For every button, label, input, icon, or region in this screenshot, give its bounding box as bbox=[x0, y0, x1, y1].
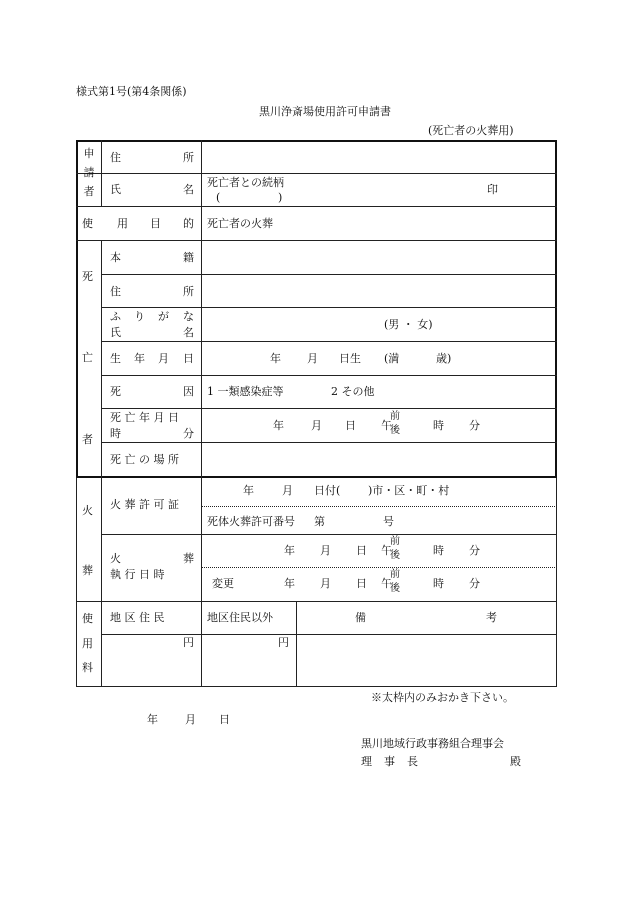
resident-yen: 円 bbox=[183, 636, 194, 649]
exec-am[interactable]: 前 bbox=[390, 536, 400, 547]
col-divider bbox=[201, 140, 202, 687]
exec-year-unit: 年 bbox=[284, 544, 295, 557]
death-place-label: 死 亡 の 場 所 bbox=[110, 453, 179, 466]
remarks-field[interactable] bbox=[297, 635, 555, 685]
death-datetime-label-2: 時 bbox=[110, 427, 121, 440]
footer-note: ※太枠内のみおかき下さい。 bbox=[371, 691, 514, 704]
change-minute-unit: 分 bbox=[469, 577, 480, 590]
birth-label-char: 日 bbox=[183, 352, 194, 365]
death-place-field[interactable] bbox=[202, 443, 555, 476]
nonresident-yen: 円 bbox=[278, 636, 289, 649]
birth-year-unit: 年 bbox=[270, 352, 281, 365]
change-day-unit: 日 bbox=[356, 577, 367, 590]
relation-paren-open: ( bbox=[216, 191, 221, 204]
permit-month-unit: 月 bbox=[282, 484, 293, 497]
deceased-address-label: 住 bbox=[110, 285, 121, 298]
exec-label-2: 葬 bbox=[183, 552, 194, 565]
fee-group-char: 使 bbox=[82, 612, 93, 625]
form-subtitle: (死亡者の火葬用) bbox=[428, 124, 514, 137]
furigana-char: ふ bbox=[110, 310, 121, 323]
purpose-label-char: 使 bbox=[82, 217, 93, 230]
row-divider bbox=[76, 206, 557, 207]
deceased-group-char: 死 bbox=[82, 270, 93, 283]
deceased-address-field[interactable] bbox=[202, 275, 555, 306]
row-divider bbox=[76, 173, 557, 174]
footer-date-day: 日 bbox=[219, 713, 230, 726]
birth-label-char: 年 bbox=[134, 352, 145, 365]
furigana-char: り bbox=[134, 310, 145, 323]
change-noon: 午 bbox=[381, 577, 392, 590]
furigana-char: が bbox=[158, 310, 169, 323]
form-number: 様式第1号(第4条関係) bbox=[76, 85, 187, 98]
deceased-group-char: 亡 bbox=[82, 351, 93, 364]
change-pm[interactable]: 後 bbox=[390, 583, 400, 594]
death-datetime-label-3: 分 bbox=[183, 427, 194, 440]
chair-title-char: 長 bbox=[407, 755, 418, 768]
deceased-name-field[interactable] bbox=[202, 308, 377, 340]
furigana-char: な bbox=[183, 310, 194, 323]
sex-choice[interactable]: (男 ・ 女) bbox=[384, 318, 433, 331]
purpose-label-char: 的 bbox=[183, 217, 194, 230]
nonresident-fee-label: 地区住民以外 bbox=[207, 611, 273, 624]
birth-day-unit: 日生 bbox=[339, 352, 361, 365]
seal-mark: 印 bbox=[487, 183, 498, 196]
death-datetime-label: 死 亡 年 月 日 bbox=[110, 411, 179, 424]
death-month-unit: 月 bbox=[311, 419, 322, 432]
applicant-name-label: 氏 bbox=[110, 183, 121, 196]
applicant-name-field[interactable] bbox=[300, 176, 480, 202]
change-month-unit: 月 bbox=[320, 577, 331, 590]
chair-title-char: 理 bbox=[361, 755, 372, 768]
applicant-address-field[interactable] bbox=[202, 141, 555, 172]
exec-noon: 午 bbox=[381, 544, 392, 557]
remarks-label-2: 考 bbox=[486, 611, 497, 624]
permit-number-label: 死体火葬許可番号 bbox=[207, 515, 295, 528]
birth-month-unit: 月 bbox=[307, 352, 318, 365]
death-noon: 午 bbox=[381, 419, 392, 432]
death-hour-unit: 時 bbox=[433, 419, 444, 432]
exec-label-3: 執 行 日 時 bbox=[110, 568, 165, 581]
permit-number-prefix: 第 bbox=[314, 515, 325, 528]
chair-title-char: 事 bbox=[384, 755, 395, 768]
fee-group-char: 用 bbox=[82, 637, 93, 650]
form-title: 黒川浄斎場使用許可申請書 bbox=[259, 105, 391, 118]
row-divider bbox=[76, 601, 557, 602]
cause-label: 死 bbox=[110, 385, 121, 398]
age-open: (満 bbox=[384, 352, 400, 365]
applicant-group-label: 申 請 者 bbox=[83, 147, 95, 198]
footer-date-month: 月 bbox=[185, 713, 196, 726]
cremation-group-char: 火 bbox=[82, 504, 93, 517]
purpose-value: 死亡者の火葬 bbox=[207, 217, 273, 230]
deceased-address-label-2: 所 bbox=[183, 285, 194, 298]
purpose-label-char: 用 bbox=[117, 217, 128, 230]
cause-option-2[interactable]: 2 その他 bbox=[331, 385, 375, 398]
col-divider bbox=[101, 240, 102, 687]
birth-label-char: 生 bbox=[110, 352, 121, 365]
death-year-unit: 年 bbox=[273, 419, 284, 432]
exec-hour-unit: 時 bbox=[433, 544, 444, 557]
row-divider-dotted bbox=[201, 567, 557, 568]
purpose-label-char: 目 bbox=[150, 217, 161, 230]
applicant-address-label-2: 所 bbox=[183, 151, 194, 164]
permit-number-suffix: 号 bbox=[383, 515, 394, 528]
death-minute-unit: 分 bbox=[469, 419, 480, 432]
row-divider bbox=[101, 408, 557, 409]
fee-group-char: 料 bbox=[82, 661, 93, 674]
domicile-label: 本 bbox=[110, 251, 121, 264]
applicant-name-label-2: 名 bbox=[183, 183, 194, 196]
domicile-label-2: 籍 bbox=[183, 251, 194, 264]
exec-pm[interactable]: 後 bbox=[390, 550, 400, 561]
honorific: 殿 bbox=[510, 755, 521, 768]
resident-fee-label: 地 区 住 民 bbox=[110, 611, 165, 624]
cremation-group-char: 葬 bbox=[82, 564, 93, 577]
death-am[interactable]: 前 bbox=[390, 411, 400, 422]
change-label: 変更 bbox=[212, 577, 234, 590]
cause-label-2: 因 bbox=[183, 385, 194, 398]
col-divider bbox=[101, 140, 102, 206]
change-am[interactable]: 前 bbox=[390, 569, 400, 580]
permit-year-unit: 年 bbox=[243, 484, 254, 497]
deceased-name-label: 氏 bbox=[110, 326, 121, 339]
row-divider bbox=[101, 375, 557, 376]
death-day-unit: 日 bbox=[345, 419, 356, 432]
exec-minute-unit: 分 bbox=[469, 544, 480, 557]
row-divider bbox=[101, 534, 557, 535]
age-close: 歳) bbox=[436, 352, 452, 365]
exec-day-unit: 日 bbox=[356, 544, 367, 557]
footer-date-year: 年 bbox=[147, 713, 158, 726]
deceased-group-char: 者 bbox=[82, 433, 93, 446]
applicant-address-label: 住 bbox=[110, 151, 121, 164]
exec-label: 火 bbox=[110, 552, 121, 565]
death-pm[interactable]: 後 bbox=[390, 425, 400, 436]
cause-option-1[interactable]: 1 一類感染症等 bbox=[207, 385, 284, 398]
permit-label: 火 葬 許 可 証 bbox=[110, 498, 179, 511]
relation-label: 死亡者との続柄 bbox=[207, 176, 284, 189]
birth-label-char: 月 bbox=[158, 352, 169, 365]
deceased-name-label-2: 名 bbox=[183, 326, 194, 339]
row-divider bbox=[101, 341, 557, 342]
organization-name: 黒川地域行政事務組合理事会 bbox=[361, 737, 504, 750]
change-year-unit: 年 bbox=[284, 577, 295, 590]
row-divider-dotted bbox=[201, 506, 557, 507]
exec-month-unit: 月 bbox=[320, 544, 331, 557]
permit-city: )市・区・町・村 bbox=[368, 484, 450, 497]
relation-paren-close: ) bbox=[278, 191, 283, 204]
domicile-field[interactable] bbox=[202, 241, 555, 273]
permit-dated: 日付( bbox=[314, 484, 341, 497]
change-hour-unit: 時 bbox=[433, 577, 444, 590]
remarks-label: 備 bbox=[355, 611, 366, 624]
